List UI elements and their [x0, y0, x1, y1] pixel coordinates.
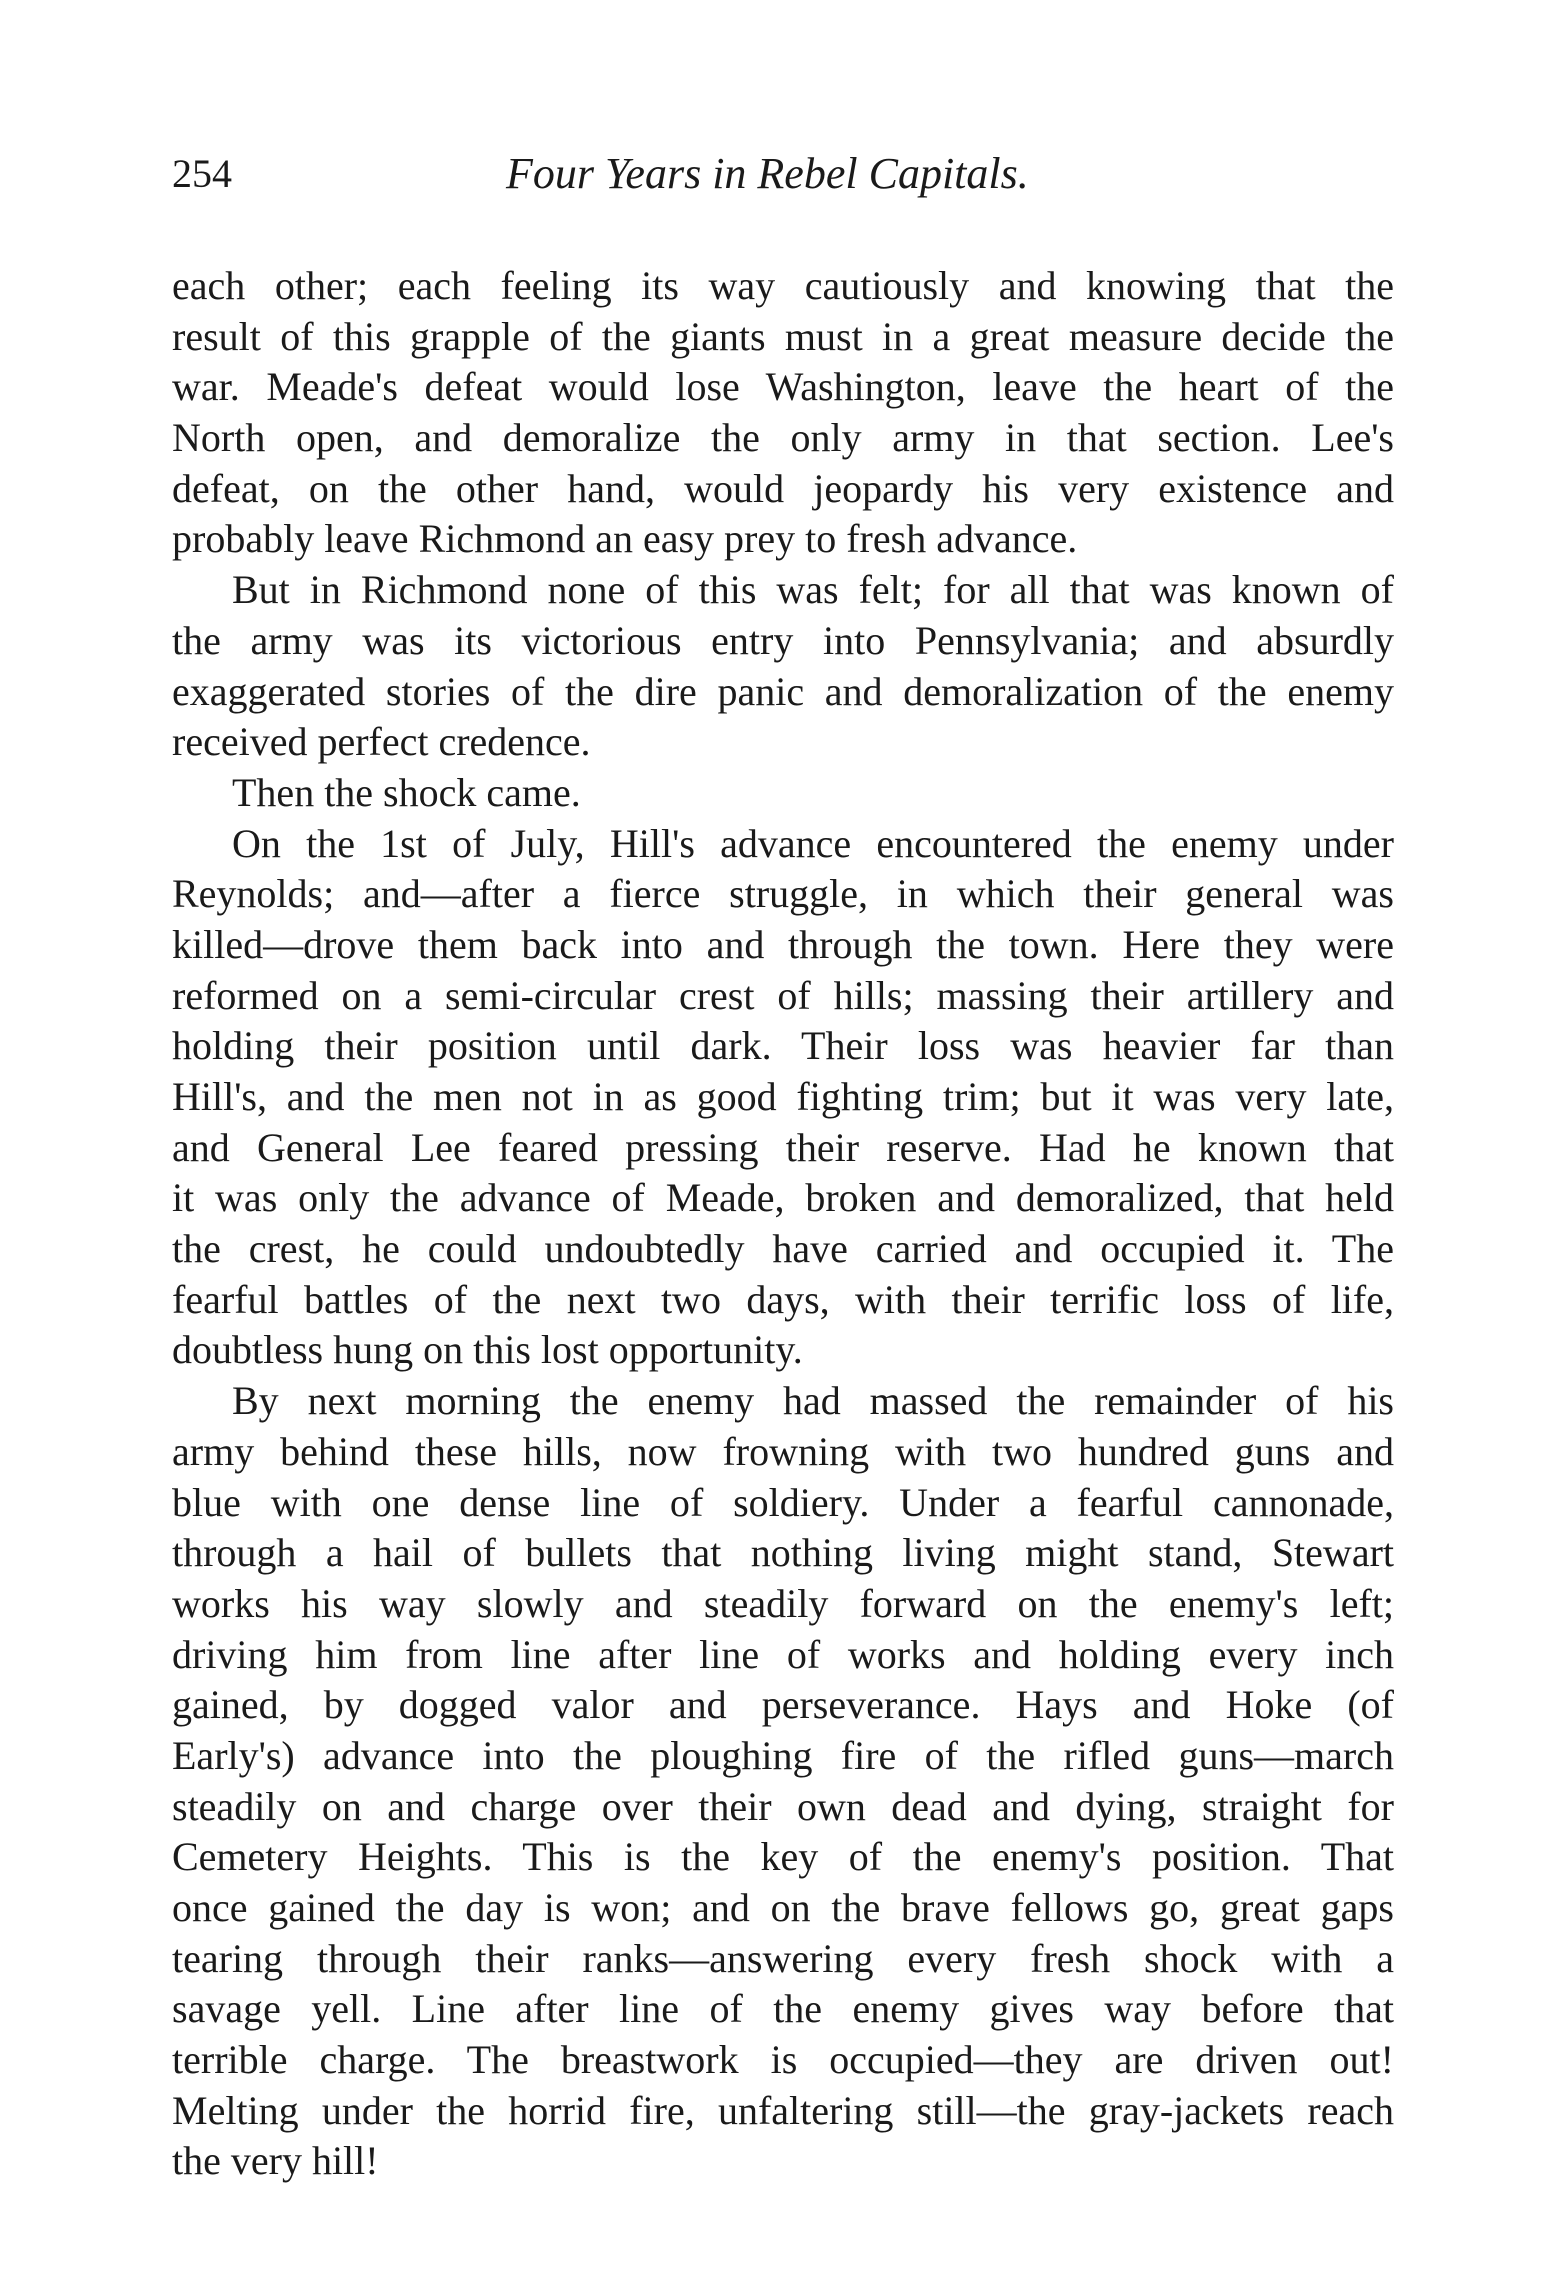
paragraph	[172, 261, 1394, 565]
page-body	[172, 261, 1394, 2187]
text-line: the army was its victorious entry into Pennsylvania; and absurdly	[172, 617, 1394, 663]
text-line: defeat, on the other hand, would jeopardy his very existence and	[172, 465, 1394, 511]
text-line: once gained the day is won; and on the brave fellows go, great gaps	[172, 1885, 1394, 1930]
text-line: the crest, he could undoubtedly have carried and occupied it. The	[172, 1226, 1394, 1272]
text-line: it was only the advance of Meade, broken and demoralized, that held	[172, 1175, 1394, 1221]
text-line: the very hill!	[172, 2138, 379, 2184]
text-line: probably leave Richmond an easy prey to fresh advance.	[172, 516, 1078, 562]
text-line: Melting under the horrid fire, unfaltering still—the gray-jackets reach	[172, 2087, 1394, 2133]
text-line: Hill's, and the men not in as good fighting trim; but it was very late,	[172, 1074, 1394, 1119]
text-line: works his way slowly and steadily forward on the enemy's left;	[172, 1580, 1394, 1626]
page-number: 254	[172, 151, 232, 196]
text-line: savage yell. Line after line of the enemy gives way before that	[172, 1986, 1394, 2032]
text-line: terrible charge. The breastwork is occupied—they are driven out!	[172, 2037, 1394, 2083]
text-line: steadily on and charge over their own dead and dying, straight for	[172, 1783, 1394, 1829]
running-title: Four Years in Rebel Capitals.	[506, 149, 1029, 198]
text-line: killed—drove them back into and through the town. Here they were	[172, 921, 1394, 967]
text-line: army behind these hills, now frowning with two hundred guns and	[172, 1428, 1394, 1474]
paragraph	[172, 565, 1394, 768]
text-line: war. Meade's defeat would lose Washington, leave the heart of the	[172, 364, 1394, 410]
paragraph	[172, 768, 1394, 819]
text-line: gained, by dogged valor and perseverance. Hays and Hoke (of	[172, 1682, 1394, 1728]
text-line: Reynolds; and—after a fierce struggle, in which their general was	[172, 871, 1394, 917]
text-line: received perfect credence.	[172, 719, 591, 765]
text-line: North open, and demoralize the only army in that section. Lee's	[172, 415, 1394, 461]
text-line: reformed on a semi-circular crest of hills; massing their artillery and	[172, 972, 1394, 1018]
text-line: result of this grapple of the giants must in a great measure decide the	[172, 313, 1394, 359]
text-line: tearing through their ranks—answering every fresh shock with a	[172, 1935, 1394, 1981]
text-line: doubtless hung on this lost opportunity.	[172, 1327, 803, 1373]
text-line: On the 1st of July, Hill's advance encountered the enemy under	[232, 820, 1394, 866]
paragraph	[172, 1376, 1394, 2187]
text-line: each other; each feeling its way cautiously and knowing that the	[172, 263, 1394, 308]
text-line: holding their position until dark. Their loss was heavier far than	[172, 1023, 1394, 1069]
text-line: By next morning the enemy had massed the remainder of his	[232, 1378, 1394, 1424]
running-header	[172, 146, 1394, 202]
text-line: blue with one dense line of soldiery. Under a fearful cannonade,	[172, 1479, 1394, 1525]
text-line: Then the shock came.	[232, 769, 581, 815]
text-line: and General Lee feared pressing their reserve. Had he known that	[172, 1124, 1394, 1170]
text-line: But in Richmond none of this was felt; for all that was known of	[232, 567, 1394, 613]
text-line: exaggerated stories of the dire panic and demoralization of the enemy	[172, 668, 1394, 714]
text-line: Early's) advance into the ploughing fire of the rifled guns—march	[172, 1732, 1394, 1778]
text-line: driving him from line after line of works and holding every inch	[172, 1631, 1394, 1677]
paragraph	[172, 819, 1394, 1377]
text-line: Cemetery Heights. This is the key of the enemy's position. That	[172, 1834, 1394, 1880]
text-line: through a hail of bullets that nothing living might stand, Stewart	[172, 1530, 1394, 1576]
text-line: fearful battles of the next two days, with their terrific loss of life,	[172, 1276, 1394, 1322]
